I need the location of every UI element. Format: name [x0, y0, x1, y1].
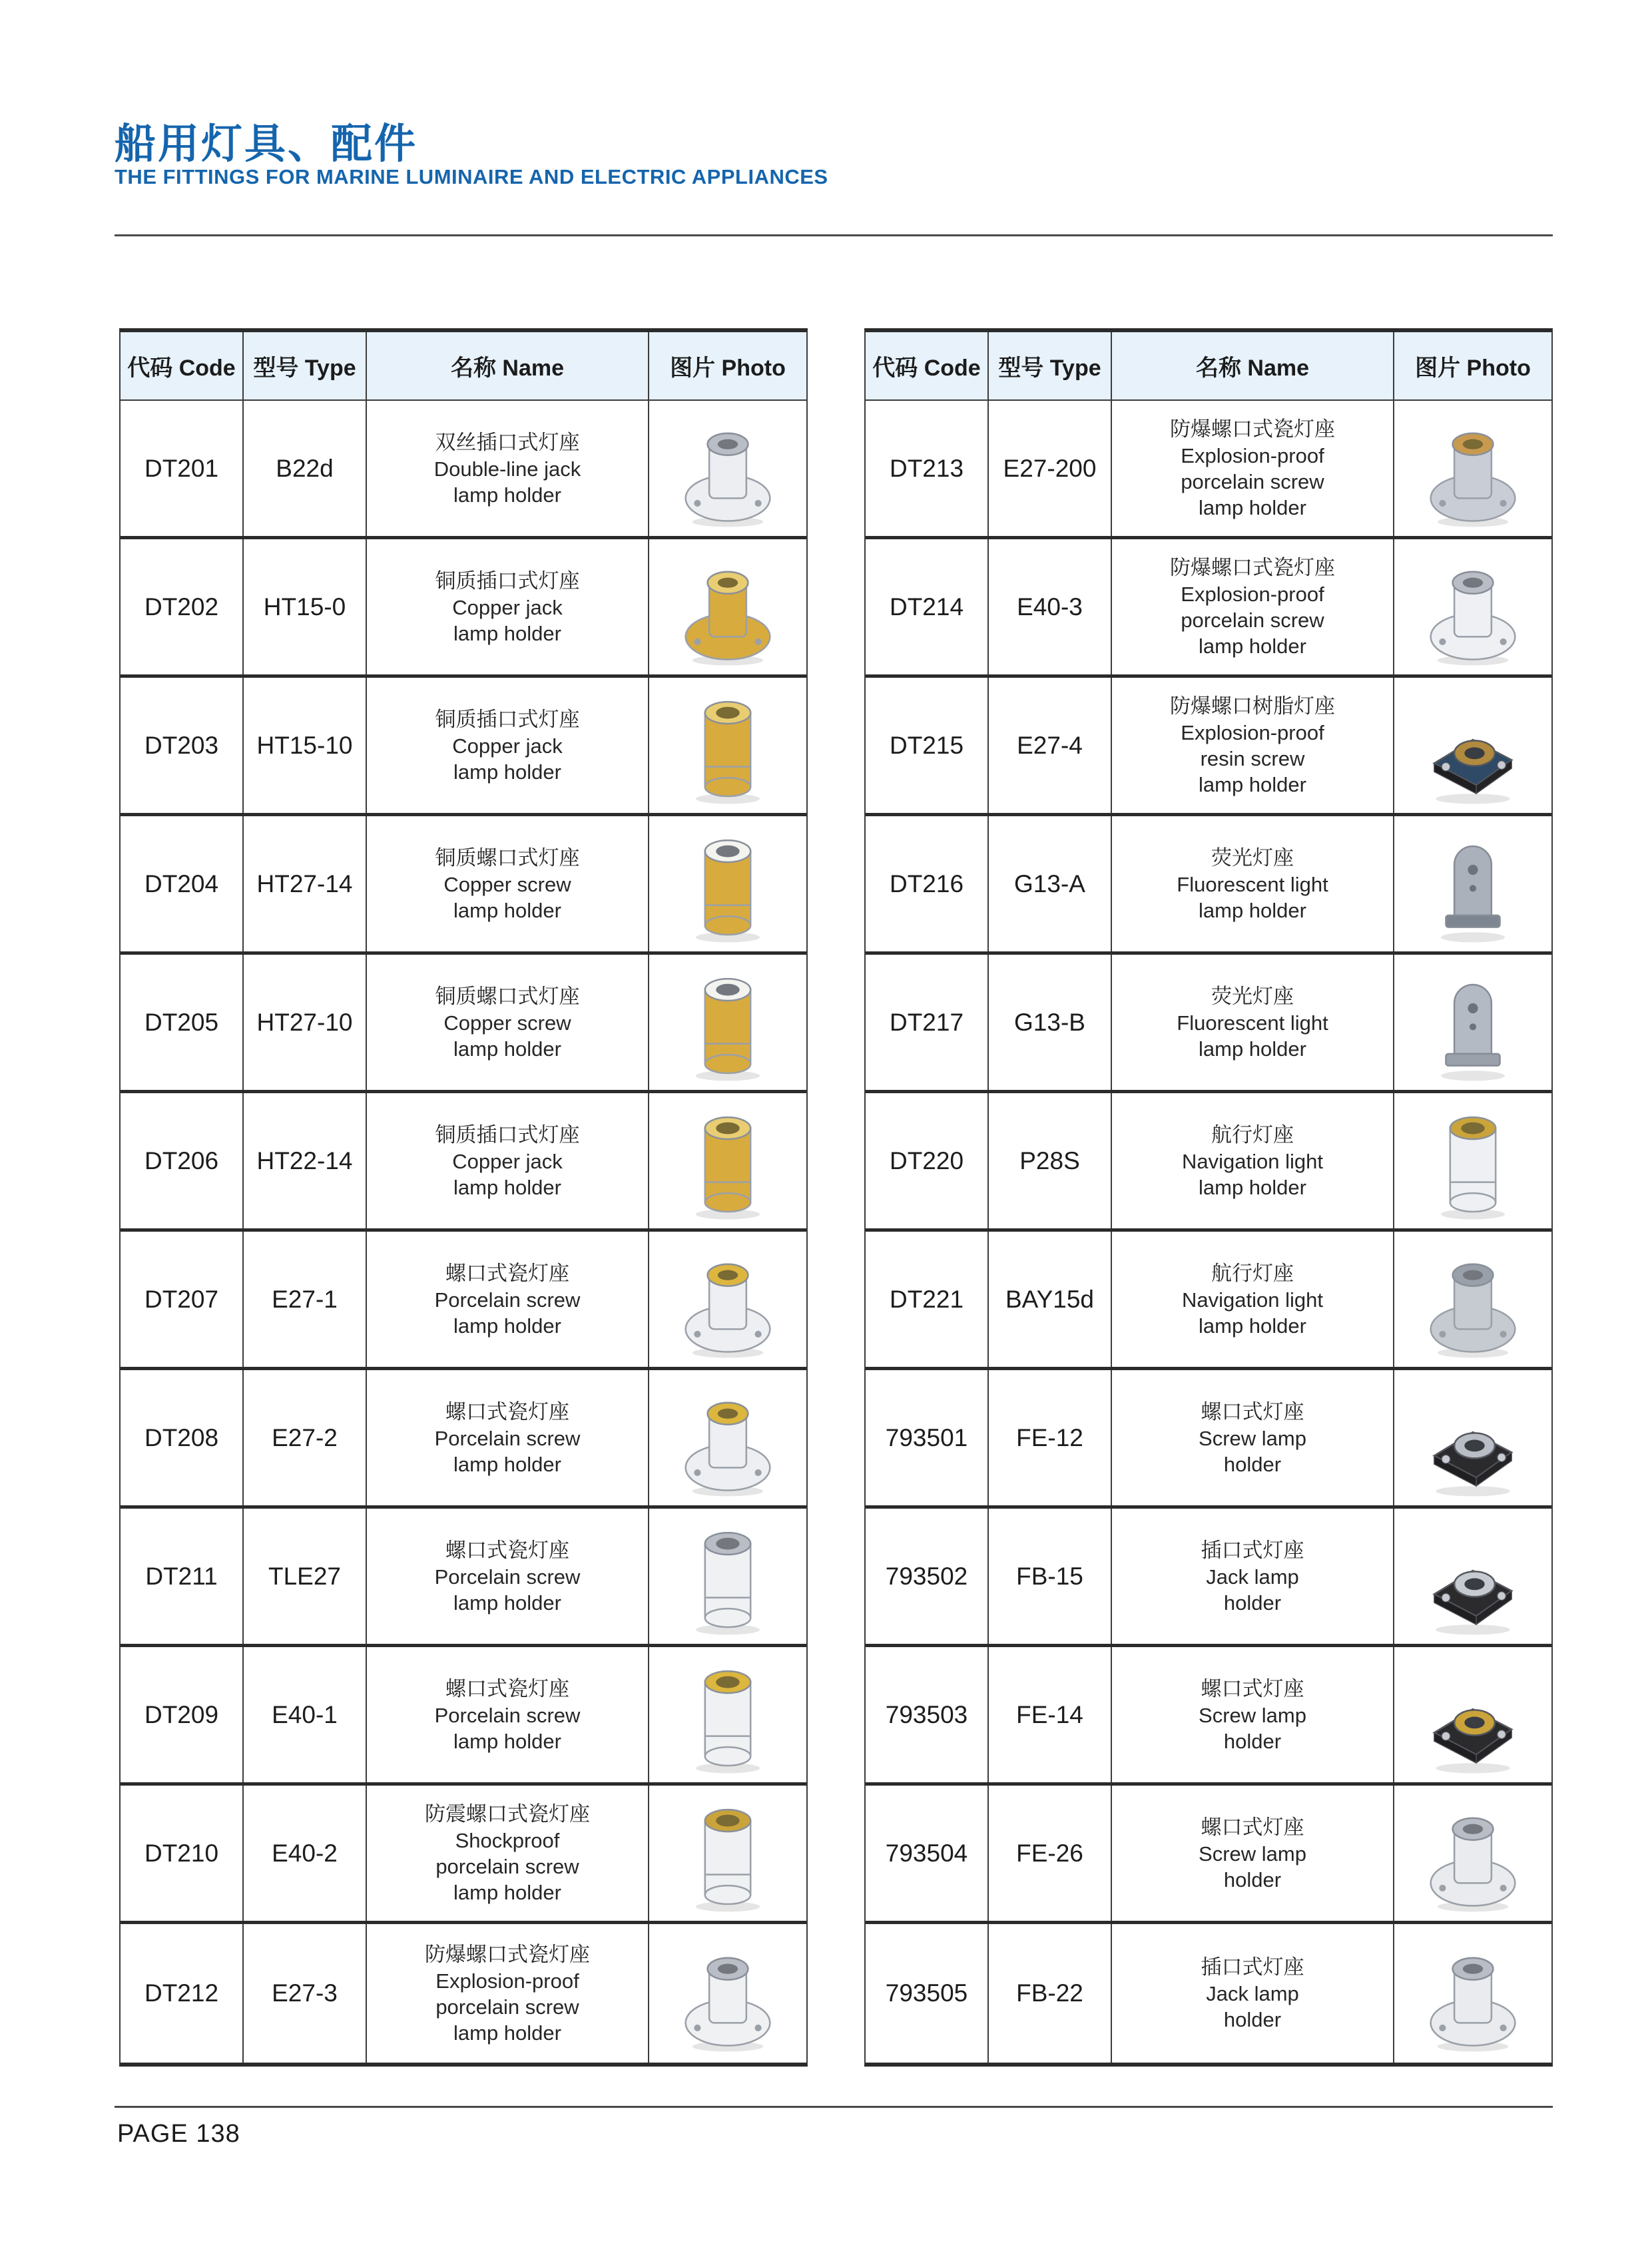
code-cell: DT221 — [866, 1232, 989, 1367]
name-english-line: lamp holder — [453, 483, 561, 507]
table-row — [866, 1232, 1551, 1370]
table-body — [121, 401, 806, 2063]
name-cell — [367, 1509, 649, 1644]
name-cell — [1112, 955, 1394, 1090]
table-header-row — [866, 332, 1551, 401]
name-chinese: 防爆螺口式瓷灯座 — [425, 1942, 590, 1966]
table-row — [866, 401, 1551, 539]
name-chinese: 插口式灯座 — [1201, 1538, 1304, 1562]
name-english-line: lamp holder — [453, 1881, 561, 1904]
name-english-line: lamp holder — [1199, 1314, 1306, 1338]
code-cell: DT216 — [866, 816, 989, 951]
name-cell — [367, 816, 649, 951]
photo-cell — [649, 401, 806, 536]
name-chinese: 荧光灯座 — [1211, 984, 1294, 1008]
page-subtitle: THE FITTINGS FOR MARINE LUMINAIRE AND ELECTRIC APPLIANCES — [115, 165, 828, 188]
name-chinese: 航行灯座 — [1211, 1261, 1294, 1285]
product-photo-image — [677, 1098, 778, 1224]
photo-cell — [1394, 539, 1551, 674]
name-cell — [1112, 1370, 1394, 1505]
name-cell — [367, 1232, 649, 1367]
product-photo-image — [1422, 1652, 1523, 1778]
code-cell: DT209 — [121, 1647, 244, 1782]
photo-cell — [1394, 955, 1551, 1090]
name-english-line: lamp holder — [1199, 1175, 1306, 1199]
name-chinese: 螺口式灯座 — [1201, 1815, 1304, 1839]
type-cell: FE-12 — [989, 1370, 1112, 1505]
name-chinese: 插口式灯座 — [1201, 1955, 1304, 1979]
photo-cell — [649, 539, 806, 674]
product-photo-image — [1422, 1513, 1523, 1640]
photo-cell — [1394, 1509, 1551, 1644]
photo-cell — [1394, 401, 1551, 536]
photo-cell — [649, 1647, 806, 1782]
name-english-line: Porcelain screw — [434, 1703, 581, 1727]
product-photo-image — [677, 405, 778, 532]
product-photo-image — [1422, 821, 1523, 947]
name-chinese: 螺口式瓷灯座 — [445, 1676, 569, 1700]
table-row — [121, 816, 806, 955]
photo-cell — [649, 1232, 806, 1367]
code-cell: 793504 — [866, 1786, 989, 1921]
table-row — [866, 678, 1551, 816]
name-english-line: Fluorescent light — [1177, 1011, 1328, 1035]
photo-cell — [1394, 1786, 1551, 1921]
table-row — [866, 1509, 1551, 1647]
type-cell: BAY15d — [989, 1232, 1112, 1367]
name-english-line: Copper jack — [452, 734, 563, 758]
name-english-line: Screw lamp — [1199, 1842, 1306, 1866]
photo-cell — [649, 1924, 806, 2063]
code-cell: DT217 — [866, 955, 989, 1090]
photo-cell — [1394, 1093, 1551, 1228]
photo-cell — [1394, 1232, 1551, 1367]
name-english-line: holder — [1223, 1452, 1282, 1476]
name-english-line: porcelain screw — [435, 1855, 579, 1878]
product-photo-image — [677, 682, 778, 809]
code-cell: DT211 — [121, 1509, 244, 1644]
name-english-line: Fluorescent light — [1177, 872, 1328, 896]
type-cell: G13-B — [989, 955, 1112, 1090]
name-chinese: 铜质螺口式灯座 — [435, 984, 580, 1008]
name-english-line: Screw lamp — [1199, 1703, 1306, 1727]
table-body — [866, 401, 1551, 2063]
name-cell — [1112, 1232, 1394, 1367]
code-cell: DT220 — [866, 1093, 989, 1228]
name-chinese: 荧光灯座 — [1211, 846, 1294, 870]
product-photo-image — [677, 1790, 778, 1917]
name-chinese: 防震螺口式瓷灯座 — [425, 1802, 590, 1826]
name-english-line: Porcelain screw — [434, 1288, 581, 1312]
name-cell — [1112, 539, 1394, 674]
table-row — [866, 816, 1551, 955]
code-cell: DT214 — [866, 539, 989, 674]
table-row — [121, 1370, 806, 1509]
name-cell — [367, 539, 649, 674]
table-row — [866, 1370, 1551, 1509]
code-cell: 793505 — [866, 1924, 989, 2063]
type-cell: G13-A — [989, 816, 1112, 951]
name-chinese: 双丝插口式灯座 — [435, 430, 580, 454]
name-chinese: 铜质螺口式灯座 — [435, 846, 580, 870]
code-cell: 793503 — [866, 1647, 989, 1782]
table-row — [866, 539, 1551, 678]
name-chinese: 铜质插口式灯座 — [435, 569, 580, 593]
product-photo-image — [1422, 682, 1523, 809]
name-cell — [1112, 401, 1394, 536]
photo-cell — [649, 1509, 806, 1644]
product-photo-image — [677, 821, 778, 947]
photo-cell — [649, 1786, 806, 1921]
name-english-line: Explosion-proof — [1181, 583, 1324, 606]
name-cell — [367, 1093, 649, 1228]
product-photo-image — [1422, 1236, 1523, 1363]
photo-cell — [649, 1093, 806, 1228]
name-cell — [1112, 1786, 1394, 1921]
code-cell: DT201 — [121, 401, 244, 536]
photo-cell — [1394, 816, 1551, 951]
table-header-row — [121, 332, 806, 401]
name-english-line: Copper screw — [443, 1011, 571, 1035]
name-english-line: lamp holder — [453, 2021, 561, 2045]
name-english-line: Double-line jack — [433, 457, 581, 481]
name-english-line: lamp holder — [1199, 898, 1306, 922]
table-row — [121, 1232, 806, 1370]
name-english-line: lamp holder — [1199, 496, 1306, 519]
name-english-line: porcelain screw — [435, 1995, 579, 2019]
column-header: 代码 Code — [121, 332, 244, 399]
code-cell: DT208 — [121, 1370, 244, 1505]
name-english-line: Shockproof — [455, 1829, 560, 1852]
name-cell — [367, 1786, 649, 1921]
name-english-line: Porcelain screw — [434, 1565, 581, 1589]
type-cell: E27-3 — [244, 1924, 367, 2063]
table-row — [121, 539, 806, 678]
product-photo-image — [677, 544, 778, 670]
code-cell: DT205 — [121, 955, 244, 1090]
product-photo-image — [677, 1375, 778, 1501]
type-cell: FB-22 — [989, 1924, 1112, 2063]
fittings-table-right — [864, 328, 1553, 2067]
type-cell: B22d — [244, 401, 367, 536]
name-english-line: lamp holder — [453, 1314, 561, 1338]
column-header: 型号 Type — [989, 332, 1112, 399]
type-cell: FB-15 — [989, 1509, 1112, 1644]
table-row — [121, 1786, 806, 1924]
name-english-line: lamp holder — [453, 621, 561, 645]
table-row — [866, 1786, 1551, 1924]
type-cell: E40-3 — [989, 539, 1112, 674]
product-photo-image — [677, 959, 778, 1086]
type-cell: HT15-10 — [244, 678, 367, 813]
photo-cell — [649, 955, 806, 1090]
name-chinese: 防爆螺口式瓷灯座 — [1170, 556, 1335, 579]
name-chinese: 防爆螺口树脂灯座 — [1170, 694, 1335, 718]
code-cell: DT202 — [121, 539, 244, 674]
type-cell: E27-1 — [244, 1232, 367, 1367]
name-chinese: 防爆螺口式瓷灯座 — [1170, 417, 1335, 441]
table-row — [121, 1509, 806, 1647]
code-cell: DT215 — [866, 678, 989, 813]
code-cell: DT207 — [121, 1232, 244, 1367]
name-cell — [367, 955, 649, 1090]
photo-cell — [649, 816, 806, 951]
name-cell — [1112, 678, 1394, 813]
code-cell: DT206 — [121, 1093, 244, 1228]
name-english-line: lamp holder — [453, 1452, 561, 1476]
name-english-line: Explosion-proof — [1181, 444, 1324, 467]
table-row — [121, 1924, 806, 2063]
table-row — [866, 1924, 1551, 2063]
name-english-line: lamp holder — [1199, 634, 1306, 658]
name-cell — [367, 1924, 649, 2063]
code-cell: DT212 — [121, 1924, 244, 2063]
product-photo-image — [1422, 959, 1523, 1086]
name-cell — [1112, 1093, 1394, 1228]
table-row — [121, 955, 806, 1093]
fittings-table-left — [119, 328, 808, 2067]
product-photo-image — [1422, 544, 1523, 670]
name-chinese: 铜质插口式灯座 — [435, 707, 580, 731]
type-cell: FE-26 — [989, 1786, 1112, 1921]
name-cell — [367, 1370, 649, 1505]
type-cell: P28S — [989, 1093, 1112, 1228]
name-english-line: lamp holder — [453, 760, 561, 784]
name-english-line: holder — [1223, 2008, 1282, 2031]
name-chinese: 螺口式灯座 — [1201, 1676, 1304, 1700]
name-english-line: lamp holder — [1199, 773, 1306, 796]
name-english-line: lamp holder — [453, 1175, 561, 1199]
code-cell: DT213 — [866, 401, 989, 536]
type-cell: HT22-14 — [244, 1093, 367, 1228]
product-photo-image — [1422, 1098, 1523, 1224]
page-title: 船用灯具、配件 — [115, 121, 418, 167]
column-header: 代码 Code — [866, 332, 989, 399]
name-english-line: lamp holder — [453, 898, 561, 922]
name-cell — [1112, 816, 1394, 951]
name-english-line: Copper jack — [452, 1149, 563, 1173]
code-cell: DT203 — [121, 678, 244, 813]
code-cell: DT210 — [121, 1786, 244, 1921]
name-english-line: Explosion-proof — [1181, 721, 1324, 744]
code-cell: 793501 — [866, 1370, 989, 1505]
name-english-line: Copper screw — [443, 872, 571, 896]
name-english-line: Navigation light — [1182, 1149, 1323, 1173]
name-english-line: lamp holder — [453, 1591, 561, 1615]
name-english-line: porcelain screw — [1181, 609, 1324, 632]
column-header: 名称 Name — [367, 332, 649, 399]
table-row — [866, 1093, 1551, 1232]
type-cell: TLE27 — [244, 1509, 367, 1644]
name-cell — [367, 1647, 649, 1782]
footer-divider — [115, 2106, 1553, 2108]
table-row — [121, 401, 806, 539]
product-photo-image — [677, 1652, 778, 1778]
table-row — [121, 1093, 806, 1232]
name-chinese: 螺口式瓷灯座 — [445, 1538, 569, 1562]
name-english-line: holder — [1223, 1868, 1282, 1891]
type-cell: E27-200 — [989, 401, 1112, 536]
name-english-line: Navigation light — [1182, 1288, 1323, 1312]
name-english-line: holder — [1223, 1729, 1282, 1753]
type-cell: E40-2 — [244, 1786, 367, 1921]
name-english-line: holder — [1223, 1591, 1282, 1615]
name-english-line: Jack lamp — [1206, 1565, 1299, 1589]
name-english-line: Screw lamp — [1199, 1426, 1306, 1450]
type-cell: FE-14 — [989, 1647, 1112, 1782]
name-cell — [367, 401, 649, 536]
name-english-line: porcelain screw — [1181, 470, 1324, 493]
name-english-line: resin screw — [1200, 747, 1305, 770]
code-cell: 793502 — [866, 1509, 989, 1644]
name-cell — [1112, 1924, 1394, 2063]
column-header: 图片 Photo — [1415, 356, 1531, 381]
name-english-line: Porcelain screw — [434, 1426, 581, 1450]
name-chinese: 螺口式瓷灯座 — [445, 1399, 569, 1423]
type-cell: E40-1 — [244, 1647, 367, 1782]
name-chinese: 螺口式瓷灯座 — [445, 1261, 569, 1285]
code-cell: DT204 — [121, 816, 244, 951]
table-row — [121, 678, 806, 816]
header-divider — [115, 234, 1553, 236]
product-photo-image — [677, 1930, 778, 2057]
type-cell: E27-2 — [244, 1370, 367, 1505]
name-english-line: lamp holder — [453, 1729, 561, 1753]
product-photo-image — [677, 1236, 778, 1363]
name-chinese: 铜质插口式灯座 — [435, 1122, 580, 1146]
column-header: 名称 Name — [1112, 332, 1394, 399]
product-photo-image — [677, 1513, 778, 1640]
name-english-line: lamp holder — [453, 1037, 561, 1061]
photo-cell — [1394, 1647, 1551, 1782]
type-cell: E27-4 — [989, 678, 1112, 813]
name-english-line: lamp holder — [1199, 1037, 1306, 1061]
product-photo-image — [1422, 1790, 1523, 1917]
page-number: PAGE 138 — [117, 2120, 240, 2148]
product-photo-image — [1422, 1930, 1523, 2057]
photo-cell — [649, 1370, 806, 1505]
type-cell: HT27-14 — [244, 816, 367, 951]
name-chinese: 航行灯座 — [1211, 1122, 1294, 1146]
column-header: 型号 Type — [244, 332, 367, 399]
product-photo-image — [1422, 405, 1523, 532]
name-cell — [1112, 1647, 1394, 1782]
photo-cell — [1394, 678, 1551, 813]
product-photo-image — [1422, 1375, 1523, 1501]
column-header: 图片 Photo — [670, 356, 786, 381]
table-row — [121, 1647, 806, 1786]
name-cell — [1112, 1509, 1394, 1644]
name-cell — [367, 678, 649, 813]
name-english-line: Jack lamp — [1206, 1982, 1299, 2005]
photo-cell — [1394, 1924, 1551, 2063]
name-english-line: Explosion-proof — [435, 1969, 579, 1993]
photo-cell — [1394, 1370, 1551, 1505]
type-cell: HT15-0 — [244, 539, 367, 674]
name-english-line: Copper jack — [452, 595, 563, 619]
type-cell: HT27-10 — [244, 955, 367, 1090]
table-row — [866, 955, 1551, 1093]
table-row — [866, 1647, 1551, 1786]
photo-cell — [649, 678, 806, 813]
name-chinese: 螺口式灯座 — [1201, 1399, 1304, 1423]
